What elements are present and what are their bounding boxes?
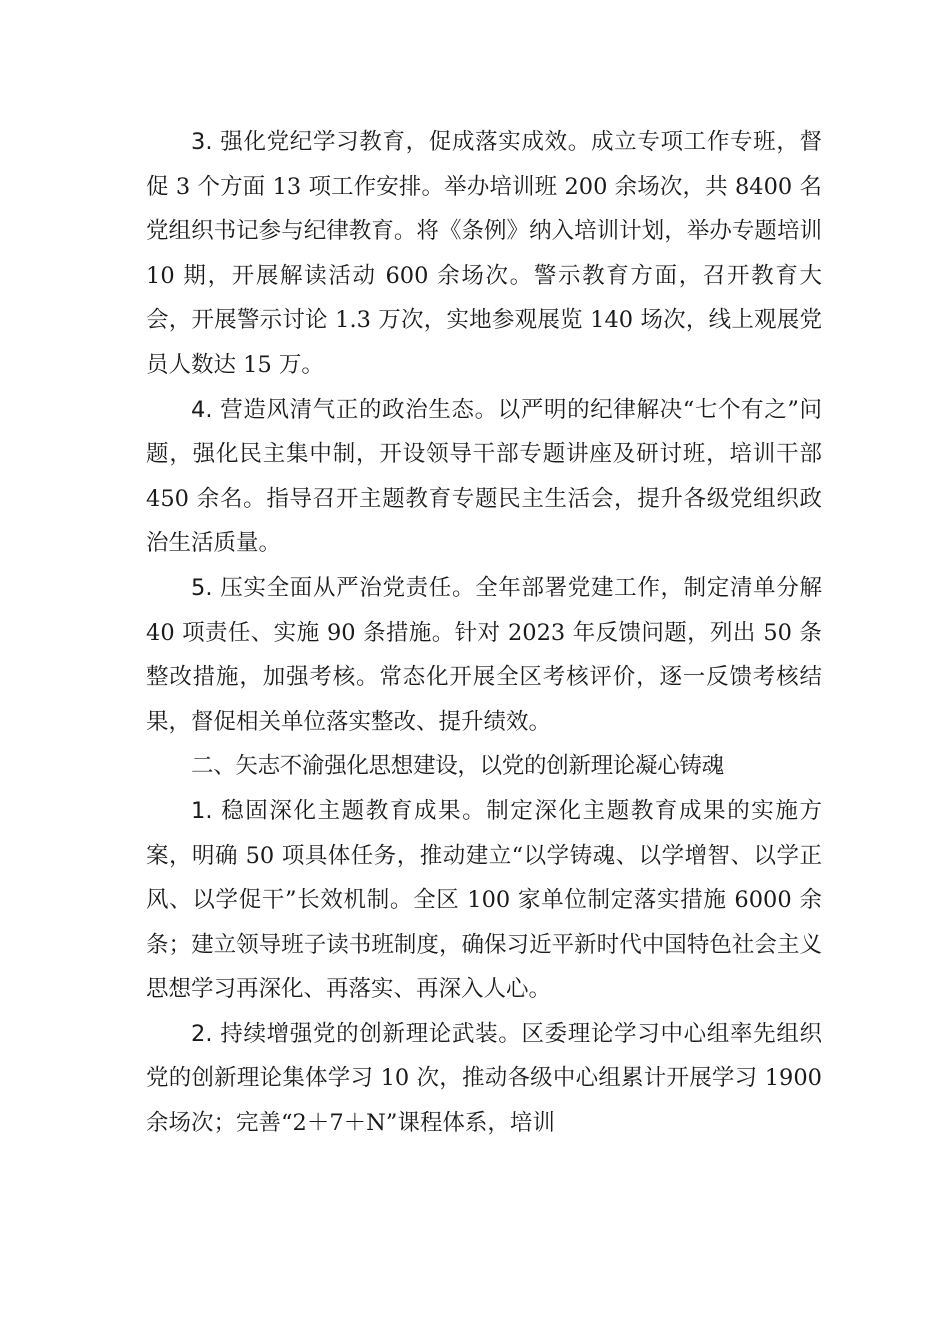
paragraph-text: 制定深化主题教育成果的实施方案，明确 50 项具体任务，推动建立“以学铸魂、以学增智、以学正风、以学促干”长效机制。全区 100 家单位制定落实措施 6000 余条；建立领导班子读书班制度，确保习近平新时代中国特色社会主义思想学习再深化、再落实、再深入人心。	[146, 797, 822, 1003]
section-heading: 二、矢志不渝强化思想建设，以党的创新理论凝心铸魂	[191, 753, 724, 780]
paragraph-lead: 1. 稳固深化主题教育成果。	[191, 797, 487, 824]
paragraph-text: 成立专项工作专班，督促 3 个方面 13 项工作安排。举办培训班 200 余场次，共 8400 名党组织书记参与纪律教育。将《条例》纳入培训计划，举办专题培训 10 期，开展解读活动 600 余场次。警示教育方面，召开教育大会，开展警示讨论 1.3 万次，实地参观展览 140 场次，线上观展党员人数达 15 万。	[146, 129, 822, 378]
paragraph-political-ecology	[146, 388, 822, 566]
paragraph-text: 区委理论学习中心组率先组织党的创新理论集体学习 10 次，推动各级中心组累计开展学习 1900 余场次；完善“2＋7＋N”课程体系，培训	[146, 1020, 822, 1137]
paragraph-party-governance-responsibility	[146, 566, 822, 744]
paragraph-strengthen-discipline-education	[146, 120, 822, 388]
paragraph-lead: 3. 强化党纪学习教育，促成落实成效。	[191, 129, 591, 155]
paragraph-lead: 5. 压实全面从严治党责任。	[191, 574, 476, 601]
paragraph-theory-armament	[146, 1012, 822, 1146]
paragraph-lead: 2. 持续增强党的创新理论武装。	[191, 1020, 522, 1047]
document-body	[146, 120, 822, 1146]
paragraph-text: 全年部署党建工作，制定清单分解 40 项责任、实施 90 条措施。针对 2023 年反馈问题，列出 50 条整改措施，加强考核。常态化开展全区考核评价，逐一反馈考核结果，督促相关单位落实整改、提升绩效。	[146, 574, 822, 735]
paragraph-text: 以严明的纪律解决“七个有之”问题，强化民主集中制，开设领导干部专题讲座及研讨班，培训干部 450 余名。指导召开主题教育专题民主生活会，提升各级党组织政治生活质量。	[146, 396, 822, 557]
paragraph-theme-education-results	[146, 789, 822, 1012]
paragraph-lead: 4. 营造风清气正的政治生态。	[191, 396, 498, 423]
